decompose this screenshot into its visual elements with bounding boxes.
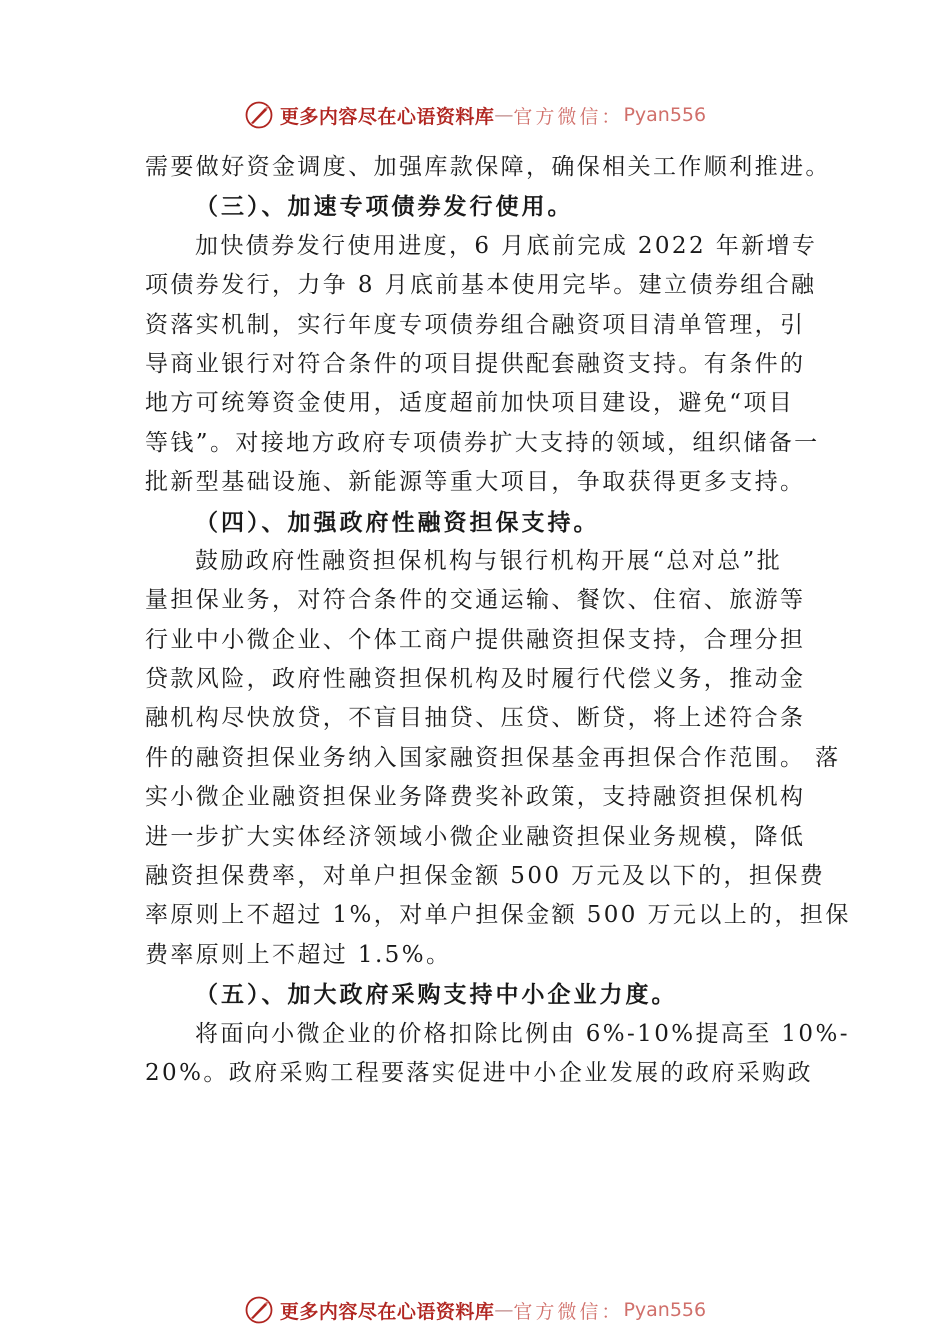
banner-dash: — [494, 1299, 514, 1321]
text-line: 项债券发行，力争 8 月底前基本使用完毕。建立债券组合融 [145, 272, 817, 299]
banner-dash: — [494, 104, 514, 126]
library-name: 更多内容尽在心语资料库 [279, 105, 495, 128]
text-line: 加快债券发行使用进度，6 月底前完成 2022 年新增专 [195, 232, 818, 259]
footer-banner [0, 1290, 950, 1330]
text-line: 资落实机制，实行年度专项债券组合融资项目清单管理，引 [145, 311, 806, 338]
document-body [145, 148, 851, 1093]
wechat-id: Pyan556 [623, 1299, 707, 1321]
text-line: 需要做好资金调度、加强库款保障，确保相关工作顺利推进。 [145, 154, 831, 180]
text-line: 进一步扩大实体经济领域小微企业融资担保业务规模，降低 [145, 823, 806, 850]
text-line: 贷款风险，政府性融资担保机构及时履行代偿义务，推动金 [145, 666, 806, 693]
quill-pen-logo-icon [244, 100, 274, 130]
section-heading: （三）、加速专项债券发行使用。 [195, 193, 574, 221]
official-wechat-label: 官方微信： [513, 105, 624, 128]
text-line: 融机构尽快放贷，不盲目抽贷、压贷、断贷，将上述符合条 [145, 705, 806, 732]
library-name: 更多内容尽在心语资料库 [279, 1300, 495, 1323]
text-line: 件的融资担保业务纳入国家融资担保基金再担保合作范围。 落 [145, 744, 841, 771]
section-heading: （五）、加大政府采购支持中小企业力度。 [195, 981, 678, 1009]
text-line: 鼓励政府性融资担保机构与银行机构开展“总对总”批 [195, 547, 783, 574]
text-line: 行业中小微企业、个体工商户提供融资担保支持，合理分担 [145, 626, 806, 653]
header-banner [0, 95, 950, 135]
official-wechat-label: 官方微信： [513, 1300, 624, 1323]
text-line: 导商业银行对符合条件的项目提供配套融资支持。有条件的 [145, 350, 806, 377]
quill-pen-logo-icon [244, 1295, 274, 1325]
wechat-id: Pyan556 [623, 104, 707, 126]
text-line: 地方可统筹资金使用，适度超前加快项目建设，避免“项目 [145, 390, 795, 417]
text-line: 批新型基础设施、新能源等重大项目，争取获得更多支持。 [145, 469, 806, 496]
text-line: 量担保业务，对符合条件的交通运输、餐饮、住宿、旅游等 [145, 587, 806, 614]
section-heading: （四）、加强政府性融资担保支持。 [195, 508, 600, 536]
text-line: 融资担保费率，对单户担保金额 500 万元及以下的，担保费 [145, 863, 826, 890]
text-line: 费率原则上不超过 1.5%。 [145, 941, 452, 968]
text-line: 率原则上不超过 1%，对单户担保金额 500 万元以上的，担保 [145, 902, 851, 929]
text-line: 等钱”。对接地方政府专项债券扩大支持的领域，组织储备一 [145, 429, 820, 456]
text-line: 20%。政府采购工程要落实促进中小企业发展的政府采购政 [145, 1059, 813, 1086]
text-line: 将面向小微企业的价格扣除比例由 6%-10%提高至 10%- [195, 1020, 850, 1047]
text-line: 实小微企业融资担保业务降费奖补政策，支持融资担保机构 [145, 784, 806, 811]
